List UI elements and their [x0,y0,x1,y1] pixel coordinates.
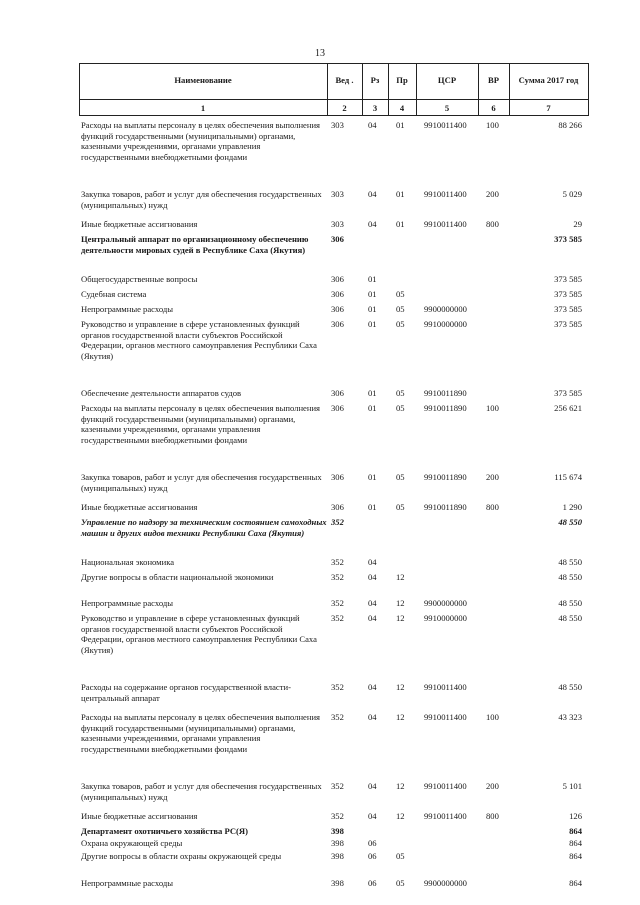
cell-rz: 01 [368,319,377,329]
cell-name: Расходы на выплаты персоналу в целях обеспечения выполнения функций государственными (муниципальными) органами, казенными учреждениями, органами управления государственными внебюджетными фондами [81,712,321,754]
cell-vr: 100 [486,712,499,722]
header-col-number: 4 [399,102,405,113]
header-csr: ЦСР [437,75,457,86]
cell-rz: 04 [368,120,377,130]
cell-vr: 200 [486,189,499,199]
header-vr: ВР [488,75,499,86]
cell-ved: 306 [331,234,344,244]
cell-rz: 04 [368,598,377,608]
cell-pr: 05 [396,403,405,413]
cell-csr: 9910011400 [424,781,467,791]
cell-pr: 05 [396,502,405,512]
cell-name: Руководство и управление в сфере установленных функций органов государственной власти субъектов Российской Федерации, органов местного самоуправления Республики Саха (Якутия) [81,613,317,655]
cell-name: Иные бюджетные ассигнования [81,502,198,512]
cell-ved: 398 [331,826,344,836]
cell-csr: 9910011400 [424,189,467,199]
cell-sum: 48 550 [558,598,582,608]
cell-sum: 126 [569,811,582,821]
cell-rz: 01 [368,472,377,482]
cell-csr: 9900000000 [424,598,467,608]
cell-name: Иные бюджетные ассигнования [81,219,198,229]
cell-rz: 01 [368,502,377,512]
cell-ved: 398 [331,878,344,888]
cell-name: Другие вопросы в области охраны окружающей среды [81,851,282,861]
cell-ved: 352 [331,557,344,567]
cell-name: Непрограммные расходы [81,598,174,608]
cell-pr: 12 [396,811,405,821]
cell-vr: 800 [486,219,499,229]
cell-ved: 352 [331,517,344,527]
cell-ved: 352 [331,598,344,608]
cell-csr: 9910011890 [424,403,467,413]
cell-sum: 29 [573,219,582,229]
cell-csr: 9900000000 [424,878,467,888]
cell-sum: 373 585 [554,234,582,244]
cell-name: Закупка товаров, работ и услуг для обеспечения государственных (муниципальных) нужд [81,189,322,210]
cell-name: Закупка товаров, работ и услуг для обеспечения государственных (муниципальных) нужд [81,472,322,493]
cell-sum: 864 [569,838,582,848]
cell-ved: 306 [331,274,344,284]
cell-pr: 05 [396,472,405,482]
cell-ved: 306 [331,472,344,482]
header-ved: Вед . [335,75,354,86]
cell-rz: 01 [368,274,377,284]
cell-rz: 01 [368,388,377,398]
header-col-number: 1 [200,102,206,113]
cell-ved: 306 [331,502,344,512]
cell-rz: 04 [368,613,377,623]
cell-name: Руководство и управление в сфере установленных функций органов государственной власти субъектов Российской Федерации, органов местного самоуправления Республики Саха (Якутия) [81,319,317,361]
cell-rz: 06 [368,838,377,848]
cell-rz: 01 [368,304,377,314]
cell-sum: 864 [569,826,582,836]
cell-rz: 04 [368,682,377,692]
cell-name: Иные бюджетные ассигнования [81,811,198,821]
cell-pr: 12 [396,572,405,582]
cell-ved: 352 [331,712,344,722]
cell-ved: 352 [331,572,344,582]
cell-csr: 9910011400 [424,219,467,229]
cell-name: Расходы на выплаты персоналу в целях обеспечения выполнения функций государственными (муниципальными) органами, казенными учреждениями, органами управления государственными внебюджетными фондами [81,403,321,445]
cell-rz: 04 [368,781,377,791]
cell-csr: 9910011890 [424,388,467,398]
cell-rz: 04 [368,557,377,567]
cell-sum: 1 290 [562,502,582,512]
cell-ved: 352 [331,781,344,791]
cell-rz: 06 [368,878,377,888]
cell-pr: 05 [396,851,405,861]
cell-vr: 200 [486,781,499,791]
cell-pr: 01 [396,120,405,130]
cell-csr: 9910011400 [424,120,467,130]
cell-pr: 05 [396,319,405,329]
cell-pr: 12 [396,598,405,608]
cell-csr: 9910011400 [424,811,467,821]
cell-ved: 303 [331,189,344,199]
header-col-number: 7 [546,102,551,113]
cell-ved: 306 [331,403,344,413]
cell-sum: 88 266 [558,120,582,130]
cell-sum: 864 [569,878,582,888]
cell-ved: 306 [331,388,344,398]
cell-csr: 9910000000 [424,319,467,329]
cell-sum: 48 550 [558,572,582,582]
header-pr: Пр [396,75,408,86]
cell-pr: 05 [396,304,405,314]
header-name: Наименование [174,75,232,86]
cell-pr: 01 [396,219,405,229]
cell-sum: 373 585 [554,304,582,314]
cell-name: Другие вопросы в области национальной экономики [81,572,274,582]
cell-pr: 12 [396,682,405,692]
cell-name: Управление по надзору за техническим состоянием самоходных машин и других видов техники Республики Саха (Якутия) [81,517,327,538]
cell-vr: 200 [486,472,499,482]
cell-ved: 352 [331,682,344,692]
cell-name: Непрограммные расходы [81,304,174,314]
cell-pr: 12 [396,712,405,722]
cell-name: Расходы на содержание органов государственной власти- центральный аппарат [81,682,291,703]
cell-name: Судебная система [81,289,147,299]
cell-vr: 800 [486,502,499,512]
cell-ved: 306 [331,304,344,314]
cell-sum: 864 [569,851,582,861]
cell-name: Охрана окружающей среды [81,838,183,848]
cell-sum: 373 585 [554,319,582,329]
cell-name: Центральный аппарат по организационному обеспечению деятельности мировых судей в Республике Саха (Якутия) [81,234,309,255]
cell-ved: 303 [331,120,344,130]
cell-ved: 306 [331,289,344,299]
cell-vr: 100 [486,403,499,413]
cell-name: Непрограммные расходы [81,878,174,888]
cell-vr: 100 [486,120,499,130]
cell-name: Общегосударственные вопросы [81,274,198,284]
cell-sum: 373 585 [554,388,582,398]
cell-rz: 01 [368,289,377,299]
cell-sum: 373 585 [554,289,582,299]
cell-name: Департамент охотничьего хозяйства РС(Я) [81,826,248,836]
cell-csr: 9910011890 [424,472,467,482]
cell-pr: 05 [396,289,405,299]
cell-csr: 9910011890 [424,502,467,512]
cell-name: Национальная экономика [81,557,175,567]
cell-csr: 9900000000 [424,304,467,314]
cell-name: Закупка товаров, работ и услуг для обеспечения государственных (муниципальных) нужд [81,781,322,802]
cell-pr: 12 [396,781,405,791]
cell-rz: 04 [368,712,377,722]
header-sum: Сумма 2017 год [518,75,579,86]
cell-sum: 48 550 [558,517,582,527]
col-divider [588,63,589,116]
cell-rz: 06 [368,851,377,861]
cell-csr: 9910000000 [424,613,467,623]
cell-rz: 04 [368,572,377,582]
page-number: 13 [315,48,325,59]
cell-ved: 398 [331,838,344,848]
header-bottom-border [79,115,588,116]
cell-sum: 5 101 [562,781,582,791]
cell-sum: 115 674 [554,472,582,482]
cell-sum: 5 029 [562,189,582,199]
cell-sum: 48 550 [558,682,582,692]
header-col-number: 2 [342,102,347,113]
cell-csr: 9910011400 [424,712,467,722]
cell-ved: 303 [331,219,344,229]
cell-sum: 256 621 [554,403,582,413]
cell-sum: 43 323 [558,712,582,722]
cell-sum: 48 550 [558,557,582,567]
cell-ved: 352 [331,811,344,821]
cell-pr: 01 [396,189,405,199]
header-col-number: 3 [372,102,378,113]
cell-name: Обеспечение деятельности аппаратов судов [81,388,242,398]
cell-ved: 352 [331,613,344,623]
cell-vr: 800 [486,811,499,821]
cell-sum: 48 550 [558,613,582,623]
cell-pr: 05 [396,878,405,888]
cell-ved: 398 [331,851,344,861]
cell-name: Расходы на выплаты персоналу в целях обеспечения выполнения функций государственными (муниципальными) органами, казенными учреждениями, органами управления государственными внебюджетными фондами [81,120,321,162]
cell-pr: 05 [396,388,405,398]
cell-pr: 12 [396,613,405,623]
header-rz: Рз [370,75,380,86]
cell-csr: 9910011400 [424,682,467,692]
cell-ved: 306 [331,319,344,329]
cell-rz: 01 [368,403,377,413]
cell-rz: 04 [368,189,377,199]
cell-rz: 04 [368,811,377,821]
header-col-number: 6 [491,102,496,113]
header-col-number: 5 [444,102,450,113]
cell-rz: 04 [368,219,377,229]
cell-sum: 373 585 [554,274,582,284]
